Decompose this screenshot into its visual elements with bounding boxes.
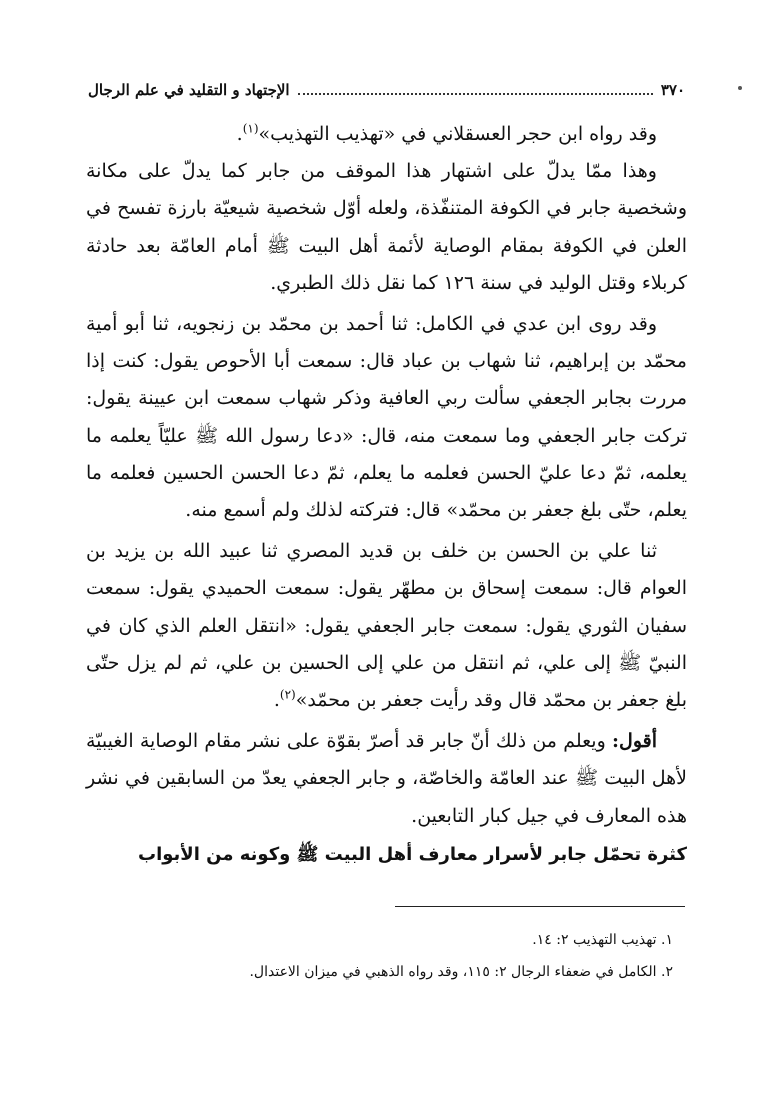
header-dot-leader (298, 93, 653, 95)
footnote-1: ١. تهذيب التهذيب ٢: ١٤. (532, 932, 673, 948)
footnote-ref-2[interactable]: (٢) (279, 687, 296, 702)
page-margin-dot (738, 86, 742, 90)
paragraph-lead-word: أقول: (612, 730, 657, 753)
footnote-2: ٢. الكامل في ضعفاء الرجال ٢: ١١٥، وقد رواه الذهبي في ميزان الاعتدال. (249, 964, 673, 980)
footnote-separator (395, 906, 685, 907)
main-text (86, 116, 687, 835)
paragraph-1: وقد رواه ابن حجر العسقلاني في «تهذيب التهذيب»$^{(١)}$. (236, 121, 657, 145)
header-title: الإجتهاد و التقليد في علم الرجال (88, 81, 290, 99)
running-header (88, 76, 685, 104)
paragraph-2: وهذا ممّا يدلّ على اشتهار هذا الموقف من جابر كما يدلّ على مكانة وشخصية جابر في الكوفة المتنفّذة، ولعله أوّل شخصية شيعيّة بارزة تفسح في العلن في الكوفة بمقام الوصاية لأئمة أهل البيت ﷺ أمام العامّة بعد حادثة كربلاء وقتل الوليد في سنة ١٢٦ كما نقل ذلك الطبري. (86, 160, 687, 294)
paragraph-5: أقول: ويعلم من ذلك أنّ جابر قد أصرّ بقوّة على نشر مقام الوصاية الغيبيّة لأهل البيت ﷺ عند العامّة والخاصّة، و جابر الجعفي يعدّ من السابقين في نشر هذه المعارف في جيل كبار التابعين. (86, 730, 687, 827)
footnote-ref-1[interactable]: (١) (242, 121, 259, 136)
paragraph-4: ثنا علي بن الحسن بن خلف بن قديد المصري ثنا عبيد الله بن يزيد بن العوام قال: سمعت إسحاق بن مطهّر يقول: سمعت الحميدي يقول: سمعت سفيان الثوري يقول: سمعت جابر الجعفي يقول: «انتقل العلم الذي كان في النبيّ ﷺ إلى علي، ثم انتقل من علي إلى الحسين بن علي، ثم لم يزل حتّى بلغ جعفر بن محمّد قال وقد رأيت جعفر بن محمّد»$^{(٢)}$. (86, 540, 687, 712)
footnotes (86, 924, 673, 988)
section-heading: كثرة تحمّل جابر لأسرار معارف أهل البيت ﷺ وكونه من الأبواب (138, 844, 687, 865)
page-number: ٣٧٠ (660, 81, 685, 99)
paragraph-3: وقد روى ابن عدي في الكامل: ثنا أحمد بن محمّد بن زنجويه، ثنا أبو أمية محمّد بن إبراهيم، ثنا شهاب بن عباد قال: سمعت أبا الأحوص يقول: كنت إذا مررت بجابر الجعفي سألت ربي العافية وذكر شهاب سمعت ابن عيينة يقول: تركت جابر الجعفي وما سمعت منه، قال: «دعا رسول الله ﷺ عليّاً يعلمه ما يعلمه، ثمّ دعا عليّ الحسن فعلمه ما يعلم، ثمّ دعا الحسن الحسين فعلمه ما يعلم، حتّى بلغ جعفر بن محمّد» قال: فتركته لذلك ولم أسمع منه. (86, 313, 687, 522)
